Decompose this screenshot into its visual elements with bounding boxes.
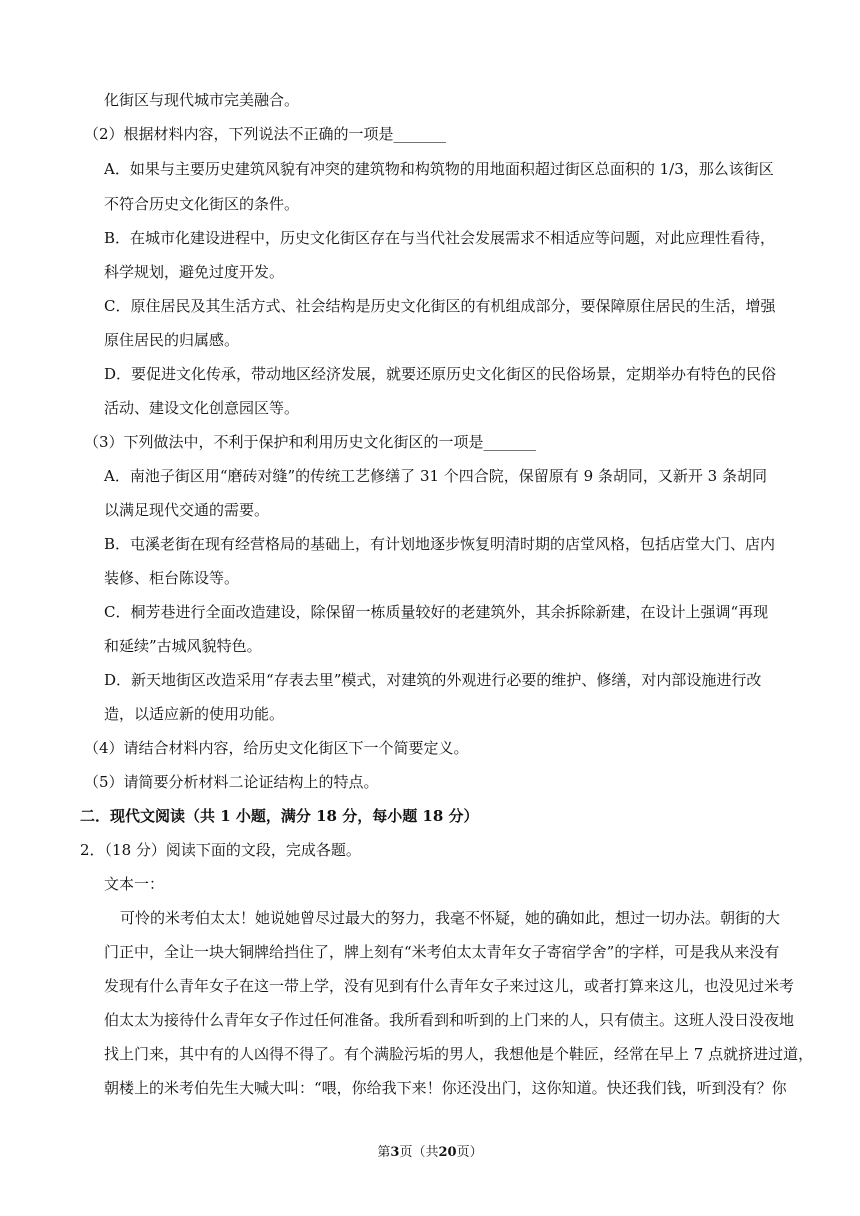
- text-line: 原住居民的归属感。: [104, 331, 240, 349]
- passage-line: 伯太太为接待什么青年女子作过任何准备。我所看到和听到的上门来的人，只有债主。这班人没日没夜地: [104, 1011, 795, 1029]
- text-line: 活动、建设文化创意园区等。: [104, 399, 300, 417]
- text-line: 装修、柜台陈设等。: [104, 569, 240, 587]
- footer-middle: 页（共: [399, 1145, 439, 1160]
- question-3-prompt: （3）下列做法中，不利于保护和利用历史文化街区的一项是_______: [84, 433, 537, 451]
- option-a: A．南池子街区用“磨砖对缝”的传统工艺修缮了 31 个四合院，保留原有 9 条胡同，又新开 3 条胡同: [104, 467, 767, 485]
- page-footer: [0, 1141, 860, 1160]
- footer-suffix: 页）: [456, 1145, 483, 1160]
- question-2-prompt: （2）根据材料内容，下列说法不正确的一项是_______: [84, 125, 447, 143]
- text-one-label: 文本一：: [104, 875, 165, 893]
- question-5-prompt: （5）请简要分析材料二论证结构上的特点。: [84, 773, 379, 791]
- section-heading: 二．现代文阅读（共 1 小题，满分 18 分，每小题 18 分）: [80, 807, 479, 825]
- option-a: A．如果与主要历史建筑风貌有冲突的建筑物和构筑物的用地面积超过街区总面积的 1/3，那么该街区: [104, 160, 774, 178]
- text-line: 造，以适应新的使用功能。: [104, 705, 285, 723]
- option-d: D．新天地街区改造采用“存表去里”模式，对建筑的外观进行必要的维护、修缮，对内部设施进行改: [104, 671, 762, 689]
- option-c: C．桐芳巷进行全面改造建设，除保留一栋质量较好的老建筑外，其余拆除新建，在设计上强调“再现: [104, 603, 769, 621]
- passage-line: 门正中，全让一块大铜牌给挡住了，牌上刻有“米考伯太太青年女子寄宿学舍”的字样，可是我从来没有: [104, 943, 780, 961]
- option-b: B．屯溪老街在现有经营格局的基础上，有计划地逐步恢复明清时期的店堂风格，包括店堂大门、店内: [104, 535, 776, 553]
- text-line: 化街区与现代城市完美融合。: [104, 91, 300, 109]
- text-line: 不符合历史文化街区的条件。: [104, 195, 300, 213]
- text-line: 和延续”古城风貌特色。: [104, 637, 262, 655]
- footer-prefix: 第: [377, 1145, 391, 1160]
- footer-total-pages: 20: [438, 1145, 457, 1160]
- passage-line: 发现有什么青年女子在这一带上学，没有见到有什么青年女子来过这儿，或者打算来这儿，也没见过米考: [104, 977, 795, 995]
- option-c: C．原住居民及其生活方式、社会结构是历史文化街区的有机组成部分，要保障原住居民的生活，增强: [104, 297, 776, 315]
- passage-line: 找上门来，其中有的人凶得不得了。有个满脸污垢的男人，我想他是个鞋匠，经常在早上 7 点就挤进过道，: [104, 1045, 814, 1063]
- option-d: D．要促进文化传承，带动地区经济发展，就要还原历史文化街区的民俗场景，定期举办有特色的民俗: [104, 365, 777, 383]
- question-4-prompt: （4）请结合材料内容，给历史文化街区下一个简要定义。: [84, 739, 469, 757]
- option-b: B．在城市化建设进程中，历史文化街区存在与当代社会发展需求不相适应等问题，对此应理性看待，: [104, 229, 776, 247]
- text-line: 以满足现代交通的需要。: [104, 501, 270, 519]
- passage-line: 可怜的米考伯太太！她说她曾尽过最大的努力，我毫不怀疑，她的确如此，想过一切办法。朝街的大: [120, 909, 781, 927]
- footer-page-number: 3: [390, 1145, 400, 1160]
- question-2-heading: 2．（18 分）阅读下面的文段，完成各题。: [80, 841, 361, 859]
- passage-line: 朝楼上的米考伯先生大喊大叫：“喂，你给我下来！你还没出门，这你知道。快还我们钱，听到没有？你: [104, 1079, 787, 1097]
- text-line: 科学规划，避免过度开发。: [104, 263, 285, 281]
